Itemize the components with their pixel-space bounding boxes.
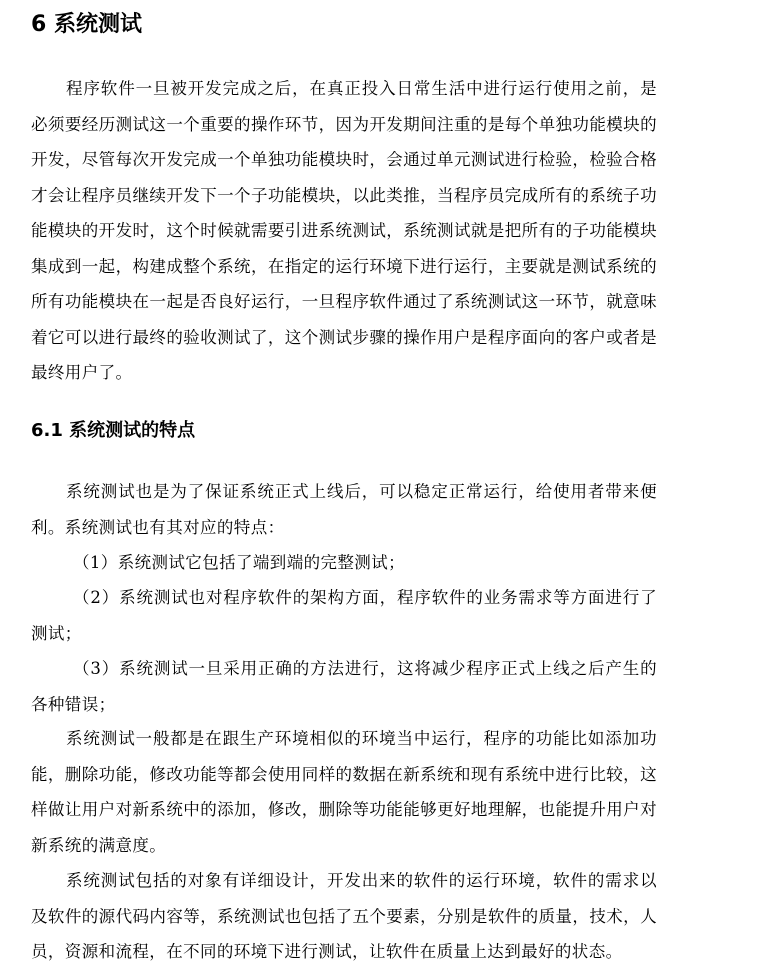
objects-paragraph: 系统测试包括的对象有详细设计，开发出来的软件的运行环境，软件的需求以及软件的源代码内容等，系统测试也包括了五个要素，分别是软件的质量，技术，人员，资源和流程，在不同的环境下进行测试，让软件在质量上达到最好的状态。 — [31, 871, 657, 961]
feature-item-2: （2）系统测试也对程序软件的架构方面，程序软件的业务需求等方面进行了测试； — [31, 588, 657, 643]
feature-item-1: （1）系统测试它包括了端到端的完整测试； — [73, 553, 405, 572]
features-intro-paragraph: 系统测试也是为了保证系统正式上线后，可以稳定正常运行，给使用者带来便利。系统测试也有其对应的特点： — [31, 482, 657, 537]
feature-item-3: （3）系统测试一旦采用正确的方法进行，这将减少程序正式上线之后产生的各种错误； — [31, 659, 657, 714]
chapter-heading: 6 系统测试 — [31, 12, 142, 37]
environment-paragraph: 系统测试一般都是在跟生产环境相似的环境当中运行，程序的功能比如添加功能，删除功能，修改功能等都会使用同样的数据在新系统和现有系统中进行比较，这样做让用户对新系统中的添加，修改，删除等功能能够更好地理解，也能提升用户对新系统的满意度。 — [31, 729, 657, 855]
section-heading: 6.1 系统测试的特点 — [31, 420, 196, 441]
intro-paragraph: 程序软件一旦被开发完成之后，在真正投入日常生活中进行运行使用之前，是必须要经历测试这一个重要的操作环节，因为开发期间注重的是每个单独功能模块的开发，尽管每次开发完成一个单独功能模块时，会通过单元测试进行检验，检验合格才会让程序员继续开发下一个子功能模块，以此类推，当程序员完成所有的系统子功能模块的开发时，这个时候就需要引进系统测试，系统测试就是把所有的子功能模块集成到一起，构建成整个系统，在指定的运行环境下进行运行，主要就是测试系统的所有功能模块在一起是否良好运行，一旦程序软件通过了系统测试这一环节，就意味着它可以进行最终的验收测试了，这个测试步骤的操作用户是程序面向的客户或者是最终用户了。 — [31, 79, 657, 382]
